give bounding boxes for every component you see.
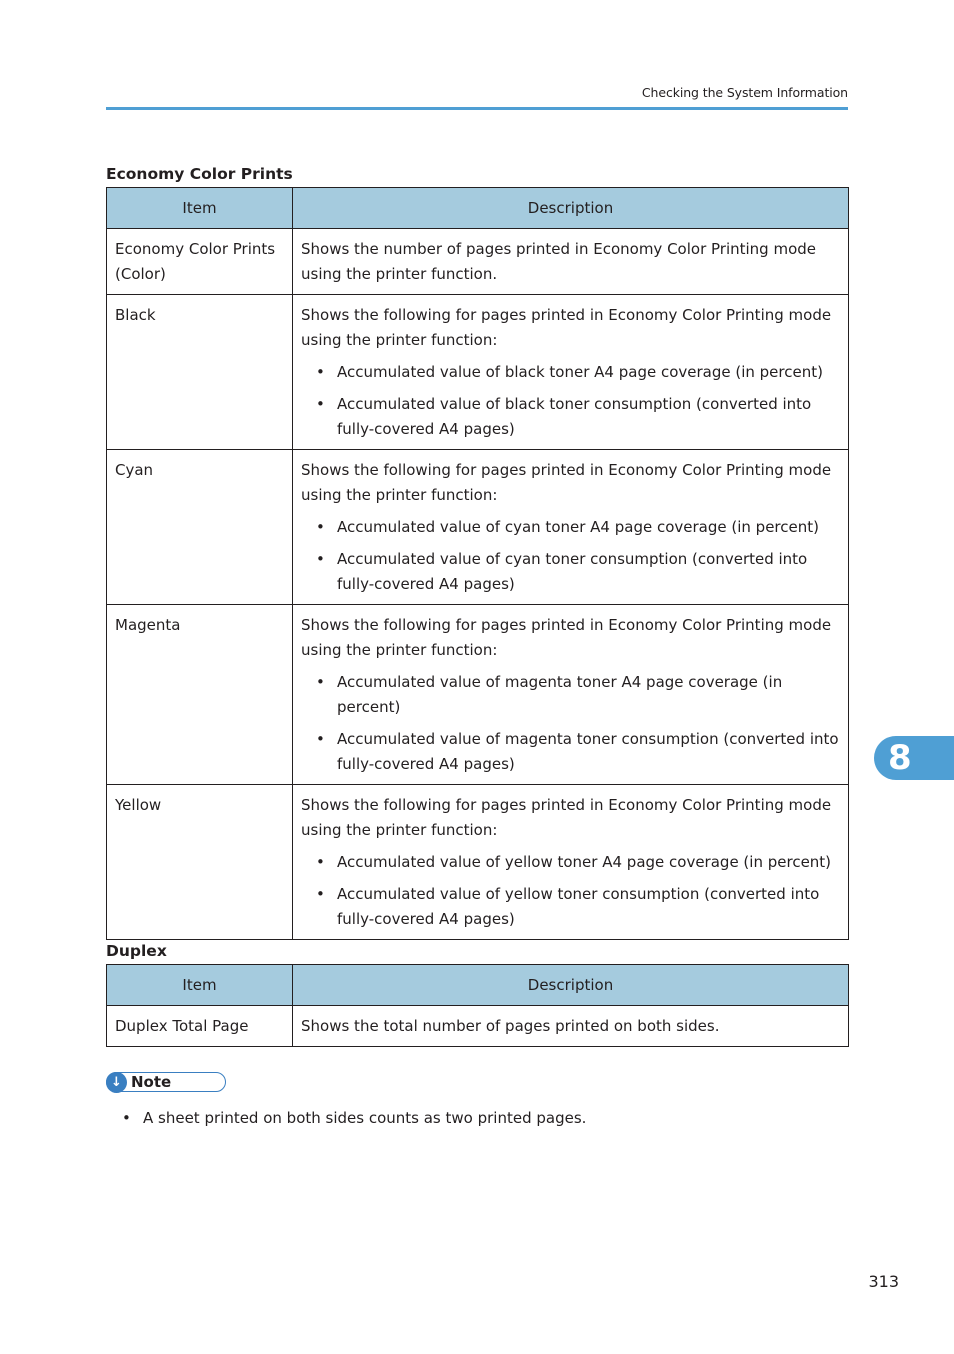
column-header-description: Description — [293, 188, 849, 229]
table-row — [107, 605, 849, 785]
table-header-row — [107, 188, 849, 229]
row-description-cell — [293, 295, 849, 450]
row-description: Shows the number of pages printed in Economy Color Printing mode using the printer function. — [293, 229, 849, 295]
list-item: • Accumulated value of black toner A4 page coverage (in percent) — [337, 360, 840, 385]
header-rule — [106, 107, 848, 110]
down-arrow-icon: ↓ — [106, 1072, 127, 1093]
list-item: • Accumulated value of magenta toner A4 page coverage (in percent) — [337, 670, 840, 720]
table-row — [107, 785, 849, 940]
list-item: • Accumulated value of yellow toner A4 page coverage (in percent) — [337, 850, 840, 875]
bullet-list — [301, 670, 840, 777]
row-description: Shows the total number of pages printed on both sides. — [293, 1006, 849, 1047]
table-row — [107, 450, 849, 605]
row-item: Yellow — [107, 785, 293, 940]
list-item: • A sheet printed on both sides counts as two printed pages. — [122, 1106, 586, 1131]
list-item: • Accumulated value of black toner consumption (converted into fully-covered A4 pages) — [337, 392, 840, 442]
row-item: Economy Color Prints (Color) — [107, 229, 293, 295]
list-item: • Accumulated value of magenta toner consumption (converted into fully-covered A4 pages) — [337, 727, 840, 777]
row-item: Magenta — [107, 605, 293, 785]
table-row — [107, 229, 849, 295]
running-header: Checking the System Information — [641, 85, 848, 100]
row-item: Black — [107, 295, 293, 450]
column-header-item: Item — [107, 188, 293, 229]
bullet-list — [301, 515, 840, 597]
duplex-section-title: Duplex — [106, 942, 167, 960]
note-label: Note — [131, 1073, 172, 1091]
note-badge — [106, 1072, 226, 1092]
economy-table — [106, 187, 849, 940]
table-row — [107, 1006, 849, 1047]
row-description-cell — [293, 605, 849, 785]
table-header-row — [107, 965, 849, 1006]
column-header-description: Description — [293, 965, 849, 1006]
row-description: Shows the following for pages printed in Economy Color Printing mode using the printer function: — [301, 306, 832, 349]
row-description: Shows the following for pages printed in Economy Color Printing mode using the printer function: — [301, 616, 832, 659]
chapter-number: 8 — [888, 738, 912, 778]
bullet-list — [301, 360, 840, 442]
row-item: Duplex Total Page — [107, 1006, 293, 1047]
chapter-tab — [874, 736, 954, 780]
list-item: • Accumulated value of yellow toner consumption (converted into fully-covered A4 pages) — [337, 882, 840, 932]
row-description-cell — [293, 785, 849, 940]
row-item: Cyan — [107, 450, 293, 605]
list-item: • Accumulated value of cyan toner A4 page coverage (in percent) — [337, 515, 840, 540]
economy-section-title: Economy Color Prints — [106, 165, 293, 183]
note-list — [122, 1106, 586, 1131]
list-item: • Accumulated value of cyan toner consumption (converted into fully-covered A4 pages) — [337, 547, 840, 597]
row-description: Shows the following for pages printed in Economy Color Printing mode using the printer function: — [301, 796, 832, 839]
column-header-item: Item — [107, 965, 293, 1006]
row-description: Shows the following for pages printed in Economy Color Printing mode using the printer function: — [301, 461, 832, 504]
page-number: 313 — [868, 1272, 899, 1291]
bullet-list — [301, 850, 840, 932]
table-row — [107, 295, 849, 450]
row-description-cell — [293, 450, 849, 605]
duplex-table — [106, 964, 849, 1047]
